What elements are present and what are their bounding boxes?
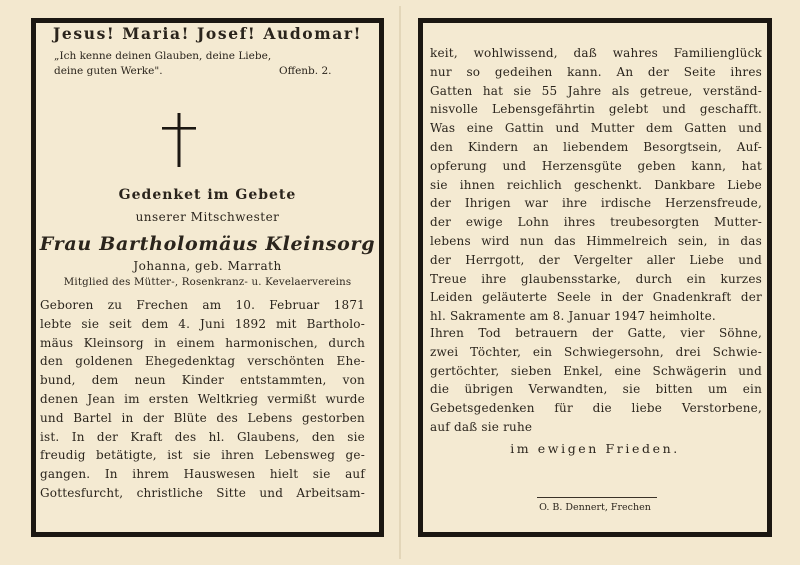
text-line: und Bartel in der Blüte des Lebens gestorben <box>40 410 365 425</box>
text-line: Was eine Gattin und Mutter dem Gatten und <box>430 121 762 136</box>
text-line: bund, dem neun Kinder entstammten, von <box>40 373 365 388</box>
text-line: der ewige Lohn ihres treubesorgten Mutter- <box>430 215 762 230</box>
text-line: nisvolle Lebensgefährtin gelebt und geschafft. <box>430 102 762 117</box>
text-line: Gottesfurcht, christliche Sitte und Arbeitsam- <box>40 485 365 500</box>
text-line: Gatten hat sie 55 Jahre als getreue, verständ- <box>430 83 762 98</box>
text-line: die übrigen Verwandten, sie bitten um ein <box>430 382 762 397</box>
text-line: Treue ihre glaubensstarke, durch ein kurzes <box>430 271 762 286</box>
our-sister-line: unserer Mitschwester <box>135 210 280 224</box>
text-line: Gebetsgedenken für die liebe Verstorbene, <box>430 401 762 416</box>
text-line: denen Jean im ersten Weltkrieg vermißt wurde <box>40 391 365 406</box>
remember-heading: Gedenket im Gebete <box>118 187 297 203</box>
text-line: der Ihrigen war ihre irdische Herzensfreude, <box>430 196 762 211</box>
printer-credit: O. B. Dennert, Frechen <box>539 502 651 513</box>
invocation-heading: Jesus! Maria! Josef! Audomar! <box>52 24 363 43</box>
text-line: gertöchter, sieben Enkel, eine Schwägerin und <box>430 363 762 378</box>
bible-quote-reference: Offenb. 2. <box>279 65 332 77</box>
text-line: gangen. In ihrem Hauswesen hielt sie auf <box>40 467 365 482</box>
left-biography-text <box>40 296 365 503</box>
eternal-peace-line: im ewigen Frieden. <box>510 441 680 456</box>
cross-icon <box>162 113 196 167</box>
text-line: ist. In der Kraft des hl. Glaubens, den sie <box>40 429 365 444</box>
text-line: mäus Kleinsorg in einem harmonischen, durch <box>40 335 365 350</box>
text-line: keit, wohlwissend, daß wahres Familienglück <box>430 46 762 60</box>
text-line: nur so gedeihen kann. An der Seite ihres <box>430 64 762 79</box>
bible-quote-line-1: „Ich kenne deinen Glauben, deine Liebe, <box>54 50 272 62</box>
birth-name: Johanna, geb. Marrath <box>133 259 282 273</box>
text-line: lebens wird nun das Himmelreich sein, in das <box>430 233 762 248</box>
text-line: opferung und Herzensgüte geben kann, hat <box>430 158 762 173</box>
text-line: lebte sie seit dem 4. Juni 1892 mit Bartholo- <box>40 316 365 331</box>
text-line: Ihren Tod betrauern der Gatte, vier Söhne, <box>430 326 762 340</box>
text-line: Geboren zu Frechen am 10. Februar 1871 <box>40 298 365 312</box>
text-line: zwei Töchter, ein Schwiegersohn, drei Schwie- <box>430 344 762 359</box>
text-line: auf daß sie ruhe <box>430 419 533 434</box>
bible-quote-line-2: deine guten Werke". <box>54 65 163 77</box>
text-line: den goldenen Ehegedenktag verschönten Ehe- <box>40 354 365 369</box>
text-line: den Kindern an liebendem Besorgtsein, Auf- <box>430 139 762 154</box>
mourners-text <box>430 324 762 437</box>
right-biography-text <box>430 44 762 326</box>
text-line: freudig betätigte, ist sie ihren Lebensweg ge- <box>40 448 365 463</box>
printer-divider <box>537 497 657 498</box>
text-line: Leiden geläuterte Seele in der Gnadenkraft der <box>430 290 762 305</box>
deceased-name: Frau Bartholomäus Kleinsorg <box>39 233 376 255</box>
center-fold <box>399 6 401 559</box>
text-line: sie ihnen reichlich geschenkt. Dankbare Liebe <box>430 177 762 192</box>
text-line: hl. Sakramente am 8. Januar 1947 heimholte. <box>430 309 716 324</box>
membership-line: Mitglied des Mütter-, Rosenkranz- u. Kevelaervereins <box>63 277 352 288</box>
text-line: der Herrgott, der Vergelter aller Liebe und <box>430 252 762 267</box>
